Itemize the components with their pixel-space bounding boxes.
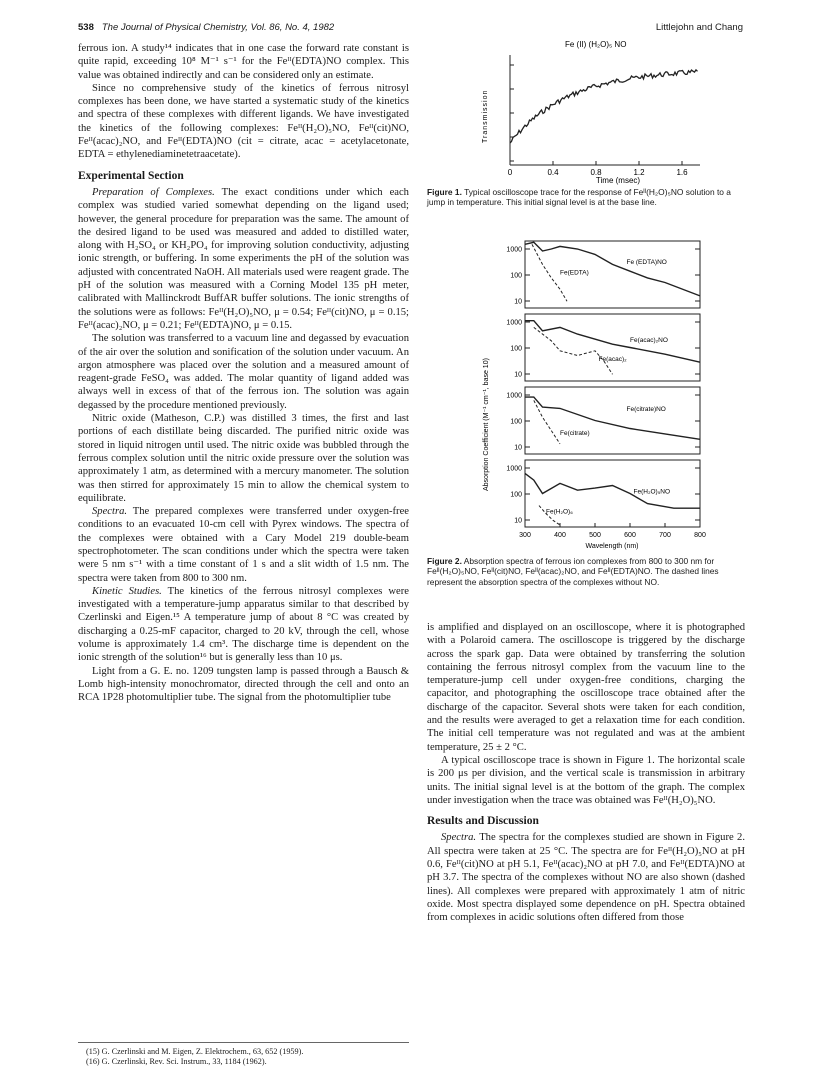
section-heading: Experimental Section <box>78 169 184 182</box>
footnotes <box>78 1042 409 1067</box>
figure-2-x-ticks <box>519 523 706 539</box>
paragraph: ferrous ion. A study¹⁴ indicates that in one case the forward rate constant is quite rapid, exceeding 10⁸ M⁻¹ s⁻¹ for the Feᴵᴵ(EDTA)NO complex. This value was obtained indirectly and can be considered only an estimate. <box>78 43 409 81</box>
footnote-16: (16) G. Czerlinski, Rev. Sci. Instrum., 33, 1184 (1962). <box>86 1057 267 1066</box>
x-tick-label: 0.8 <box>590 168 602 177</box>
header-left <box>78 22 334 33</box>
paragraph: Nitric oxide (Matheson, C.P.) was distilled 3 times, the first and last portions of each distillate being discarded. The purified nitric oxide was stored in liquid nitrogen until used. The nitric oxide was bubbled through the ferrous complex solution until the nitric oxide pressure over the solution was approximately 1 atm, as determined with a mercury manometer. The solution was then stirred for approximately 15 min to allow the chemical system to equilibrate. <box>78 413 409 504</box>
figure-1-xlabel: Time (msec) <box>595 176 641 185</box>
y-tick-label: 100 <box>510 418 522 426</box>
x-tick-label: 0.4 <box>547 168 559 177</box>
paragraph <box>427 831 745 924</box>
y-tick-label: 100 <box>510 345 522 353</box>
section-heading: Results and Discussion <box>427 815 539 828</box>
paragraph-text: The prepared complexes were transferred under oxygen-free conditions to an evacuated 10-cm cell with Pyrex windows. The spectra of the complexes were obtained with a Cary Model 219 double-beam spectrophotometer. The scan conditions under which the spectra were taken were 5 nm s⁻¹ with a time constant of 1 s and a slit width of 1.5 nm. The spectra were taken from 800 to 300 nm. <box>78 506 409 584</box>
paragraph: The solution was transferred to a vacuum line and degassed by evacuation of the air over the solution and sonification of the solution under vacuum. An argon atmosphere was placed over the solution and a measured amount of reagent-grade FeSO₄ was added. The molar quantity of ligand added was always well in excess of that of the ferrous ion. The solution was again degassed by the procedure mentioned previously. <box>78 333 409 411</box>
panel-frame <box>525 241 700 308</box>
x-tick-label: 700 <box>659 532 671 539</box>
spectrum-with-no <box>525 242 700 296</box>
series-label: Fe(citrate) <box>560 430 590 438</box>
right-column <box>427 621 745 925</box>
journal-name: The Journal of Physical Chemistry, Vol. 86, No. 4, 1982 <box>101 22 335 33</box>
series-label: Fe(H₂O)₆ <box>546 508 573 516</box>
caption-text: Absorption spectra of ferrous ion complexes from 800 to 300 nm for Feᴵᴵ(H₂O)₅NO, Feᴵᴵ(cit)NO, Feᴵᴵ(acac)₂NO, and Feᴵᴵ(EDTA)NO. The dashed lines represent the absorption spectra of the complexes without NO. <box>427 556 719 587</box>
header-authors: Littlejohn and Chang <box>655 22 743 33</box>
figure-2 <box>470 236 720 551</box>
y-tick-label: 10 <box>514 298 522 306</box>
y-tick-label: 1000 <box>506 392 522 400</box>
run-in-heading: Spectra. <box>441 832 477 844</box>
x-tick-label: 800 <box>694 532 706 539</box>
x-tick-label: 400 <box>554 532 566 539</box>
y-tick-label: 100 <box>510 491 522 499</box>
series-label: Fe (EDTA)NO <box>626 258 667 266</box>
paragraph: Light from a G. E. no. 1209 tungsten lamp is passed through a Bausch & Lomb high-intensity monochromator, directed through the cell and onto an RCA 1P28 photomultiplier tube. The signal from the photomultiplier tube <box>78 665 409 704</box>
caption-label: Figure 1. <box>427 187 462 197</box>
y-tick-label: 100 <box>510 272 522 280</box>
paragraph <box>78 585 409 665</box>
run-in-heading: Preparation of Complexes. <box>92 186 215 198</box>
spectrum-with-no <box>525 397 700 439</box>
x-tick-label: 0 <box>507 168 513 177</box>
paragraph: is amplified and displayed on an oscilloscope, where it is photographed with a Polaroid camera. The oscilloscope is triggered by the discharge across the spark gap. Data were obtained by transferring the solution containing the ferrous nitrosyl complex from the vacuum line to the temperature-jump cell under oxygen-free conditions, charging the capacitor, and photographing the oscilloscope trace obtained after the discharge of the capacitor. Several shots were taken for each condition, and the results were averaged to get a relaxation time for each condition. The initial cell temperature was not regulated and was at the ambient temperature, 25 ± 2 °C. <box>427 622 745 753</box>
run-in-heading: Spectra. <box>92 506 128 518</box>
panel-frame <box>525 387 700 454</box>
spectrum-without-no <box>534 327 613 374</box>
x-tick-label: 1.2 <box>633 168 645 177</box>
figure-1-plot <box>470 35 730 185</box>
left-column <box>78 42 409 705</box>
figure-1-caption <box>427 187 745 208</box>
series-label: Fe(citrate)NO <box>626 406 666 414</box>
paragraph-text: The kinetics of the ferrous nitrosyl complexes were investigated with a temperature-jump apparatus similar to that described by Czerlinski and Eigen.¹⁵ A temperature jump of about 8 °C was created by discharging a 0.25-mF capacitor, charged to 20 kV, through the cell, whose volume is approximately 1.4 cm³. The discharge time is dependent on the ionic strength of the solution¹⁶ but is generally less than 10 μs. <box>78 585 409 664</box>
series-label: Fe(acac)₂NO <box>630 337 668 345</box>
paragraph <box>78 186 409 332</box>
y-tick-label: 10 <box>514 517 522 525</box>
footnote-15: (15) G. Czerlinski and M. Eigen, Z. Elektrochem., 63, 652 (1959). <box>86 1047 304 1056</box>
series-label: Fe(EDTA) <box>560 269 589 277</box>
y-tick-label: 1000 <box>506 319 522 327</box>
run-in-heading: Kinetic Studies. <box>92 585 162 597</box>
y-tick-label: 10 <box>514 371 522 379</box>
figure-2-caption <box>427 556 745 587</box>
y-tick-label: 1000 <box>506 465 522 473</box>
x-tick-label: 1.6 <box>676 168 688 177</box>
y-tick-label: 10 <box>514 444 522 452</box>
spectrum-with-no <box>525 473 700 508</box>
paragraph-text: The spectra for the complexes studied are shown in Figure 2. All spectra were taken at 25 °C. The spectra are for Feᴵᴵ(H₂O)₅NO at pH 0.6, Feᴵᴵ(cit)NO at pH 5.1, Feᴵᴵ(acac)₂NO at pH 7.0, and Feᴵᴵ(EDTA)NO at pH 3.7. The spectra of the complexes without NO are also shown (dashed lines). All complexes were prepared with approximately 1 atm of nitric oxide. Most spectra displayed some dependence on pH. Spectra obtained from complexes in acidic solutions often differed from those <box>427 832 745 924</box>
figure-1-title: Fe (II) (H₂O)₅ NO <box>565 40 627 49</box>
figure-1-ylabel: Transmission <box>482 89 489 143</box>
series-label: Fe(H₂O)₅NO <box>633 488 671 496</box>
figure-2-panels <box>506 241 700 527</box>
x-tick-label: 600 <box>624 532 636 539</box>
paragraph: Since no comprehensive study of the kinetics of ferrous nitrosyl complexes has been done, we have started a systematic study of the kinetics and spectra of these complexes with different ligands. We have investigated the kinetics of the following complexes: Feᴵᴵ(H₂O)₅NO, Feᴵᴵ(cit)NO, Feᴵᴵ(acac)₂NO, and Feᴵᴵ(EDTA)NO (cit = citrate, acac = acetylacetonate, EDTA = ethylenediaminetetraacetate). <box>78 82 409 161</box>
figure-1 <box>470 35 730 185</box>
figure-2-xlabel: Wavelength (nm) <box>585 543 639 550</box>
figure-1-ticks <box>508 65 688 177</box>
caption-label: Figure 2. <box>427 556 462 566</box>
paragraph-text: The exact conditions under which each complex was studied varied somewhat depending on the ligand used; however, the general procedure for preparation was the same. The amount of the desired ligand to be used was measured and added to distilled water, along with H₂SO₄ or KH₂PO₄ for improving solution conductivity, adjusting ionic strength, or buffering. In some experiments the pH of the solution was adjusted with concentrated NaOH. All materials used were reagent grade. The pH of the solution was measured with a Corning Model 135 pH meter, calibrated with Mallinckrodt BuffAR buffer solutions. The ionic strengths of the solutions were as follows: Feᴵᴵ(H₂O)₅NO, μ = 0.54; Feᴵᴵ(cit)NO, μ = 0.15; Feᴵᴵ(acac)₂NO, μ = 0.21; Feᴵᴵ(EDTA)NO, μ = 0.15. <box>78 186 409 331</box>
panel-frame <box>525 314 700 381</box>
paragraph: A typical oscilloscope trace is shown in Figure 1. The horizontal scale is 200 μs per division, and the vertical scale is transmission in arbitrary units. The initial signal level is at the bottom of the graph. The complex under investigation when the trace was obtained was Feᴵᴵ(H₂O)₅NO. <box>427 754 745 806</box>
y-tick-label: 1000 <box>506 246 522 254</box>
x-tick-label: 500 <box>589 532 601 539</box>
panel-frame <box>525 460 700 527</box>
series-label: Fe(acac)₂ <box>598 355 627 363</box>
x-tick-label: 300 <box>519 532 531 539</box>
caption-text: Typical oscilloscope trace for the response of Feᴵᴵ(H₂O)₅NO solution to a jump in temperature. This initial signal level is at the base line. <box>427 187 731 208</box>
paragraph <box>78 505 409 585</box>
page-number: 538 <box>78 22 94 33</box>
figure-2-ylabel: Absorption Coefficient (M⁻¹ cm⁻¹, base 10) <box>483 358 490 491</box>
figure-1-trace <box>510 70 698 143</box>
figure-2-plot <box>470 236 720 551</box>
